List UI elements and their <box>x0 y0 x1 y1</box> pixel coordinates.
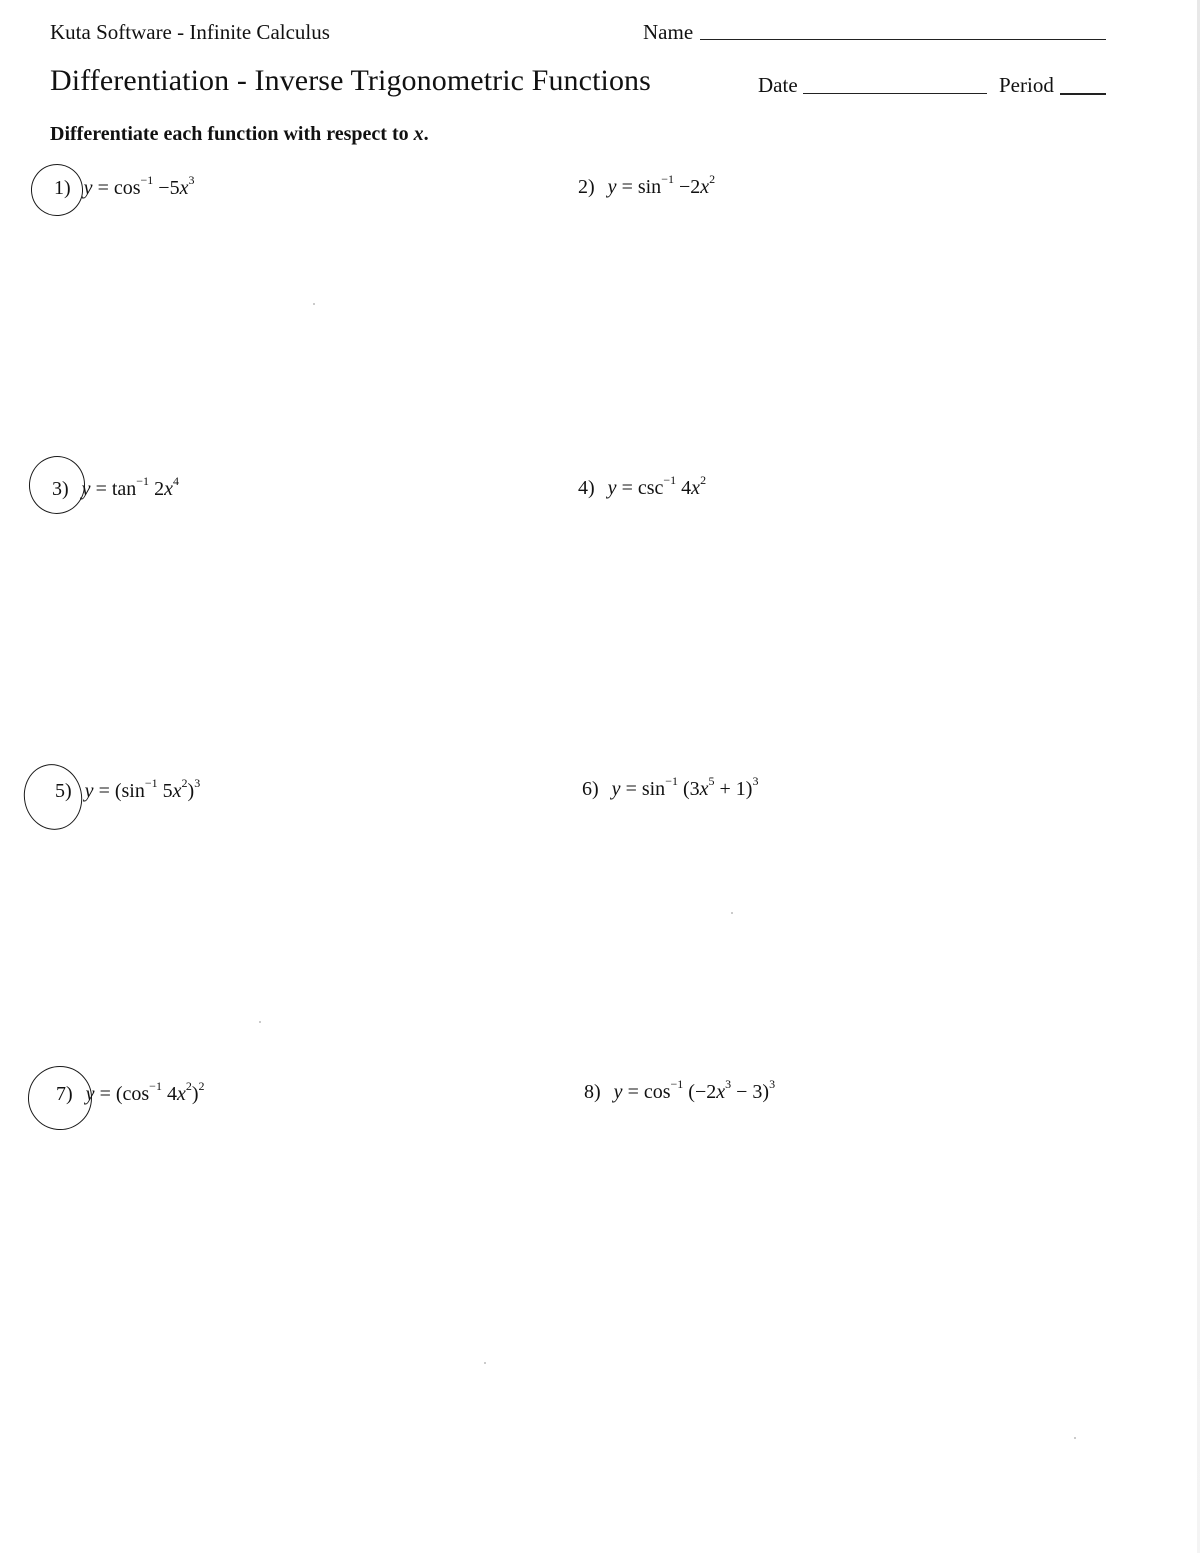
scan-speck <box>259 1021 261 1023</box>
problem-equation: $y = (\sin^{-1}$ $5x^2)^3$ <box>84 776 201 802</box>
problem-equation: $y = \cos^{-1} -5x^3$ <box>83 173 195 199</box>
problem-1 <box>54 173 195 200</box>
problem-8 <box>584 1077 776 1104</box>
problem-3 <box>52 474 179 501</box>
problem-equation: $y = (\cos^{-1}$ $4x^2)^2$ <box>85 1079 205 1105</box>
date-field-line[interactable] <box>803 93 987 94</box>
problem-number: 1) <box>54 177 71 199</box>
instructions-variable: x <box>413 123 424 145</box>
problem-number: 5) <box>55 780 72 802</box>
name-field-line[interactable] <box>700 39 1106 40</box>
problem-6 <box>582 774 759 801</box>
worksheet-title: Differentiation - Inverse Trigonometric Functions <box>50 64 651 97</box>
problem-equation: $y = \sin^{-1} -2x^2$ <box>607 172 716 198</box>
problem-7 <box>56 1079 205 1106</box>
problem-number: 8) <box>584 1081 601 1103</box>
name-label: Name <box>643 20 694 44</box>
problem-equation: $y = \cos^{-1} (-2x^3 - 3)^3$ <box>613 1077 776 1103</box>
problem-2 <box>578 172 716 199</box>
scan-speck <box>731 912 733 914</box>
worksheet-source: Kuta Software - Infinite Calculus <box>50 20 330 44</box>
scan-speck <box>484 1362 486 1364</box>
problem-number: 4) <box>578 477 595 499</box>
problem-equation: $y = \tan^{-1} 2x^4$ <box>81 474 179 500</box>
instructions <box>50 123 429 146</box>
period-label: Period <box>999 73 1054 97</box>
problem-number: 2) <box>578 176 595 198</box>
scan-speck <box>1074 1437 1076 1439</box>
scan-speck <box>313 303 315 305</box>
problem-number: 3) <box>52 478 69 500</box>
problem-number: 6) <box>582 778 599 800</box>
date-label: Date <box>758 73 798 97</box>
problem-4 <box>578 473 707 500</box>
instructions-text: Differentiate each function with respect to <box>50 123 414 145</box>
problem-5 <box>55 776 201 803</box>
problem-number: 7) <box>56 1083 73 1105</box>
problem-equation: $y = \sin^{-1} (3x^5 + 1)^3$ <box>611 774 759 800</box>
period-field-line[interactable] <box>1060 93 1106 95</box>
problem-equation: $y = \csc^{-1} 4x^2$ <box>607 473 707 499</box>
instructions-end: . <box>423 123 429 145</box>
